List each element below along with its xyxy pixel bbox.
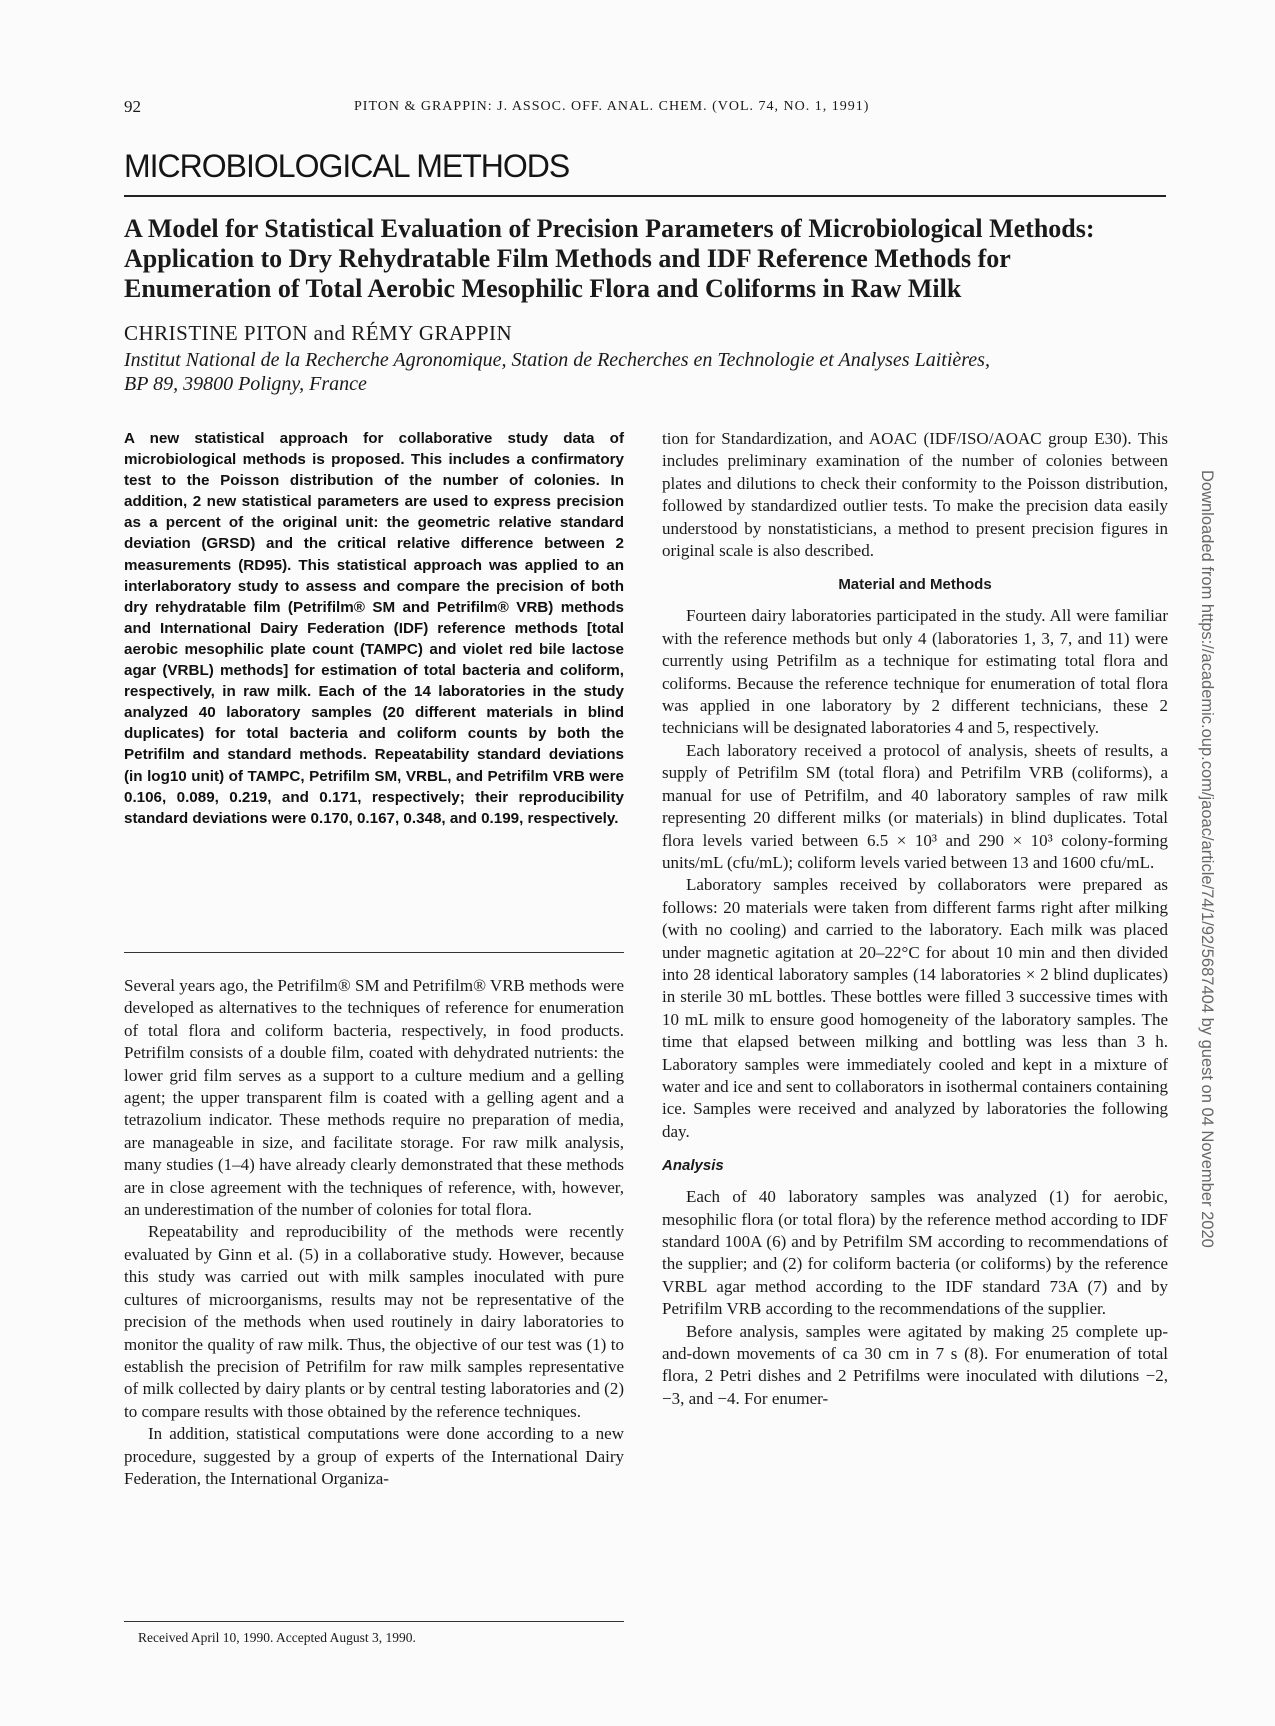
paragraph: Several years ago, the Petrifilm® SM and Petrifilm® VRB methods were developed as alternatives to the techniques of reference for enumeration of total flora and coliform bacteria, respectively, in food products. Petrifilm consists of a double film, coated with dehydrated nutrients: the lower grid film serves as a support to a culture medium and a gelling agent; the upper transparent film is coated with a gelling agent and a tetrazolium indicator. These methods require no preparation of media, are manageable in size, and facilitate storage. For raw milk analysis, many studies (1–4) have already clearly demonstrated that these methods are in close agreement with the techniques of reference, with, however, an underestimation of the number of colonies for total flora.	[124, 976, 625, 1220]
paragraph: In addition, statistical computations were done according to a new procedure, suggested by a group of experts of the International Dairy Federation, the International Organiza-	[124, 1424, 624, 1488]
abstract-rule	[124, 952, 624, 953]
journal-citation: PITON & GRAPPIN: J. ASSOC. OFF. ANAL. CHEM. (VOL. 74, NO. 1, 1991)	[354, 99, 870, 114]
article-title	[124, 214, 1174, 304]
materials-heading: Material and Methods	[838, 576, 992, 594]
analysis-heading: Analysis	[662, 1157, 724, 1175]
paragraph: Before analysis, samples were agitated by making 25 complete up-and-down movements of ca 30 cm in 7 s (8). For enumeration of total flora, 2 Petri dishes and 2 Petrifilms were inoculated with dilutions −2, −3, and −4. For enumer-	[662, 1321, 1168, 1408]
download-watermark-text: Downloaded from https://academic.oup.com/jaoac/article/74/1/92/5687404 by guest on 04 November 2020	[1198, 470, 1216, 1248]
paragraph: Repeatability and reproducibility of the methods were recently evaluated by Ginn et al. (5) in a collaborative study. However, because this study was carried out with milk samples inoculated with pure cultures of microorganisms, results may not be representative of the precision of the methods when used routinely in dairy laboratories to monitor the quality of raw milk. Thus, the objective of our test was (1) to establish the precision of Petrifilm for raw milk samples representative of milk collected by dairy plants or by central testing laboratories and (2) to compare results with those obtained by the reference techniques.	[124, 1222, 624, 1421]
affiliation-line: BP 89, 39800 Poligny, France	[124, 373, 367, 395]
page-number: 92	[124, 97, 141, 116]
authors: CHRISTINE PITON and RÉMY GRAPPIN	[124, 321, 513, 345]
right-column	[662, 428, 1168, 1410]
section-heading: MICROBIOLOGICAL METHODS	[124, 148, 570, 184]
footnote-rule	[124, 1621, 624, 1622]
paragraph: Each laboratory received a protocol of analysis, sheets of results, a supply of Petrifilm SM (total flora) and Petrifilm VRB (coliforms), a manual for use of Petrifilm, and 40 laboratory samples of raw milk representing 20 different milks (or materials) in blind duplicates. Total flora levels varied between 6.5 × 10³ and 290 × 10³ colony-forming units/mL (cfu/mL); coliform levels varied between 13 and 1600 cfu/mL.	[662, 740, 1168, 872]
paragraph: Fourteen dairy laboratories participated in the study. All were familiar with the reference methods but only 4 (laboratories 1, 3, 7, and 11) were currently using Petrifilm as a technique for estimating total flora and coliforms. Because the reference technique for enumeration of total flora was applied in one laboratory by 2 different technicians, these 2 technicians will be designated laboratories 4 and 5, respectively.	[662, 606, 1168, 738]
abstract: A new statistical approach for collaborative study data of microbiological methods is proposed. This includes a confirmatory test to the Poisson distribution of the number of colonies. In addition, 2 new statistical parameters are used to express precision as a percent of the original unit: the geometric relative standard deviation (GRSD) and the critical relative difference between 2 measurements (RD95). This statistical approach was applied to an interlaboratory study to assess and compare the precision of both dry rehydratable film (Petrifilm® SM and Petrifilm® VRB) methods and International Dairy Federation (IDF) reference methods [total aerobic mesophilic plate count (TAMPC) and violet red bile lactose agar (VRBL) methods] for estimation of total bacteria and coliform, respectively, in raw milk. Each of the 14 laboratories in the study analyzed 40 laboratory samples (20 different materials in blind duplicates) for total bacteria and coliform counts by both the Petrifilm and standard methods. Repeatability standard deviations (in log10 unit) of TAMPC, Petrifilm SM, VRBL, and Petrifilm VRB were 0.106, 0.089, 0.219, and 0.171, respectively; their reproducibility standard deviations were 0.170, 0.167, 0.348, and 0.199, respectively.	[124, 430, 624, 827]
affiliation	[124, 348, 1184, 396]
footnote: Received April 10, 1990. Accepted August 3, 1990.	[138, 1630, 416, 1645]
introduction	[124, 975, 624, 1490]
heading-rule	[124, 195, 1166, 197]
title-line: Enumeration of Total Aerobic Mesophilic Flora and Coliforms in Raw Milk	[124, 274, 962, 303]
affiliation-line: Institut National de la Recherche Agronomique, Station de Recherches en Technologie et Analyses Laitières,	[124, 349, 990, 371]
title-line: Application to Dry Rehydratable Film Methods and IDF Reference Methods for	[124, 244, 1011, 273]
title-line: A Model for Statistical Evaluation of Precision Parameters of Microbiological Methods:	[124, 214, 1095, 243]
paragraph: tion for Standardization, and AOAC (IDF/ISO/AOAC group E30). This includes preliminary examination of the number of colonies between plates and dilutions to check their conformity to the Poisson distribution, followed by standardized outlier tests. To make the precision data easily understood by nonstatisticians, a method to present precision figures in original scale is also described.	[662, 429, 1168, 561]
running-head	[124, 97, 1166, 119]
paragraph: Each of 40 laboratory samples was analyzed (1) for aerobic, mesophilic flora (or total flora) by the reference method according to IDF standard 100A (6) and by Petrifilm SM according to recommendations of the supplier; and (2) for coliform bacteria (or coliforms) by the reference VRBL agar method according to the IDF standard 73A (7) and by Petrifilm VRB according to the recommendations of the supplier.	[662, 1187, 1168, 1319]
download-watermark	[1188, 470, 1228, 1670]
paragraph: Laboratory samples received by collaborators were prepared as follows: 20 materials were taken from different farms right after milking (with no cooling) and carried to the laboratory. Each milk was placed under magnetic agitation at 20–22°C for about 10 min and then divided into 28 identical laboratory samples (14 laboratories × 2 blind duplicates) in sterile 30 mL bottles. These bottles were filled 3 successive times with 10 mL milk to ensure good homogeneity of the laboratory samples. The time that elapsed between milking and bottling was less than 3 h. Laboratory samples were immediately cooled and kept in a mixture of water and ice and sent to collaborators in isothermal containers containing ice. Samples were received and analyzed by laboratories the following day.	[662, 875, 1168, 1141]
